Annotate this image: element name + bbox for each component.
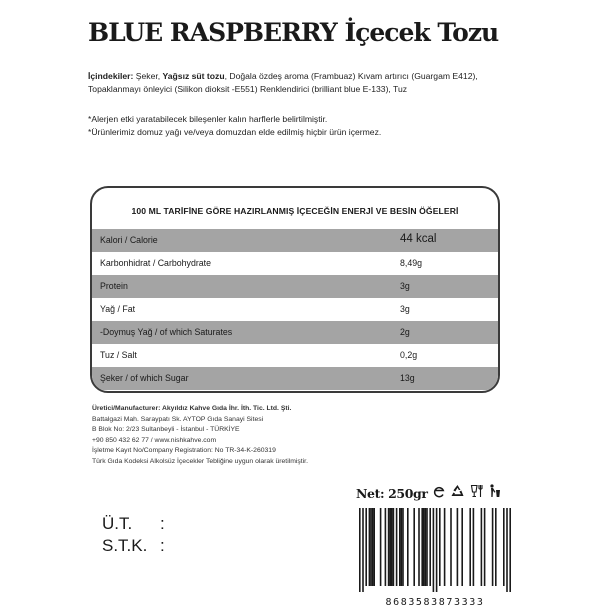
nutrition-label: Karbonhidrat / Carbohydrate: [100, 258, 212, 268]
barcode-bar: [473, 508, 475, 586]
nutrition-row-sugar: [92, 367, 498, 390]
barcode-bar: [450, 508, 452, 586]
barcode-bar: [429, 508, 431, 586]
nutrition-heading: 100 ML TARİFİNE GÖRE HAZIRLANMIŞ İÇECEĞİN ENERJİ VE BESİN ÖĞELERİ: [131, 206, 459, 216]
nutrition-value: 0,2g: [400, 350, 418, 360]
nutrition-value: 8,49g: [400, 258, 423, 268]
barcode-bar: [372, 508, 374, 586]
barcode-bar: [426, 508, 428, 586]
barcode-bar: [389, 508, 391, 586]
nutrition-label: Kalori / Calorie: [100, 235, 158, 245]
ingredients-text: [88, 70, 528, 97]
barcode-bar: [457, 508, 459, 586]
net-weight-line: [356, 484, 501, 503]
barcode-bar: [362, 508, 364, 592]
barcode-bar: [481, 508, 483, 586]
manufacturer-contact: +90 850 432 62 77 / www.nishkahve.com: [92, 436, 217, 444]
manufacturer-address-line: B Blok No: 2/23 Sultanbeyli - İstanbul - TÜRKİYE: [92, 426, 240, 434]
barcode-digits: 8683583873333: [385, 597, 485, 608]
manufacturer-title: Üretici/Manufacturer: Akyıldız Kahve Gıda İhr. İth. Tic. Ltd. Şti.: [92, 405, 292, 412]
allergen-note: *Alerjen etki yaratabilecek bileşenler kalın harflerle belirtilmiştir.: [88, 114, 328, 124]
barcode-bar: [492, 508, 494, 586]
tidyman-icon: [489, 484, 501, 503]
production-date-value: :: [160, 514, 165, 533]
barcode-bar: [391, 508, 393, 586]
barcode-bar: [509, 508, 511, 592]
nutrition-label: Protein: [100, 281, 128, 291]
manufacturer-info: [92, 404, 422, 468]
barcode-bar: [413, 508, 415, 586]
nutrition-value: 3g: [400, 304, 410, 314]
nutrition-label: Yağ / Fat: [100, 304, 136, 314]
barcode-bar: [402, 508, 404, 586]
barcode-bar: [425, 508, 427, 586]
nutrition-row-carbohydrate: [92, 252, 498, 275]
barcode-bar: [370, 508, 372, 586]
barcode-bar: [380, 508, 382, 586]
notes: [88, 113, 528, 140]
glass-fork-icon: [470, 484, 484, 503]
nutrition-label: -Doymuş Yağ / of which Saturates: [100, 327, 233, 337]
barcode-bar: [439, 508, 441, 586]
barcode-bar: [418, 508, 420, 586]
barcode-bar: [461, 508, 463, 586]
nutrition-label: Tuz / Salt: [100, 350, 137, 360]
nutrition-table: [92, 229, 498, 390]
expiry-date-value: :: [160, 536, 165, 555]
ingredients-part-2: , Doğala özdeş aroma (Frambuaz) Kıvam artırıcı (Guargam E412), Topaklanmayı önleyici (Silikon dioksit -E551) Renklendirici (brilliant blue E-133), Tuz: [88, 71, 478, 95]
allergen-item: Yağsız süt tozu: [162, 71, 225, 81]
recycle-icon: [450, 484, 465, 503]
nutrition-row-saturates: [92, 321, 498, 344]
barcode-bar: [396, 508, 398, 586]
registration-number: İşletme Kayıt No/Company Registration: No TR-34-K-260319: [92, 447, 276, 455]
barcode-bar: [407, 508, 409, 586]
estimated-e-icon: [433, 485, 445, 503]
barcode-bar: [385, 508, 387, 586]
barcode: [354, 508, 516, 608]
nutrition-row-calorie: [92, 229, 498, 252]
barcode-bar: [359, 508, 361, 592]
barcode-bar: [423, 508, 425, 586]
barcode-bar: [388, 508, 390, 586]
manufacturer-address-line: Battalgazi Mah. Saraypatı Sk. AYTOP Gıda Sanayi Sitesi: [92, 415, 264, 423]
nutrition-value: 44 kcal: [400, 233, 437, 245]
barcode-bar: [369, 508, 371, 586]
nutrition-value: 2g: [400, 327, 410, 337]
production-date-label: Ü.T.: [102, 514, 133, 533]
barcode-bar: [433, 508, 435, 592]
ingredients-label: İçindekiler:: [88, 71, 134, 81]
barcode-bar: [373, 508, 375, 586]
regulation-note: Türk Gıda Kodeksi Alkolsüz İçecekler Tebliğine uygun olarak üretilmiştir.: [92, 457, 308, 465]
nutrition-panel: [90, 186, 500, 393]
expiry-date-row: [102, 535, 165, 557]
ingredients-part-1: Şeker,: [133, 71, 163, 81]
expiry-date-label: S.T.K.: [102, 536, 148, 555]
barcode-bar: [444, 508, 446, 586]
barcode-bar: [399, 508, 401, 586]
barcode-bar: [393, 508, 395, 586]
barcode-bar: [469, 508, 471, 586]
barcode-bar: [365, 508, 367, 586]
barcode-bar: [495, 508, 497, 586]
barcode-bar: [484, 508, 486, 586]
nutrition-label: Şeker / of which Sugar: [100, 373, 189, 383]
nutrition-row-fat: [92, 298, 498, 321]
nutrition-value: 3g: [400, 281, 410, 291]
barcode-bar: [503, 508, 505, 586]
barcode-bar: [506, 508, 508, 592]
barcode-bar: [401, 508, 403, 586]
barcode-bar: [421, 508, 423, 586]
net-weight: Net: 250gr: [356, 486, 428, 501]
pork-free-note: *Ürünlerimiz domuz yağı ve/veya domuzdan elde edilmiş hiçbir ürün içermez.: [88, 127, 382, 138]
barcode-bar: [436, 508, 438, 592]
date-fields: [102, 513, 165, 557]
nutrition-row-protein: [92, 275, 498, 298]
barcode-bars: [354, 508, 516, 592]
nutrition-row-salt: [92, 344, 498, 367]
product-title: BLUE RASPBERRY İçecek Tozu: [88, 18, 499, 47]
nutrition-value: 13g: [400, 373, 415, 383]
production-date-row: [102, 513, 165, 535]
